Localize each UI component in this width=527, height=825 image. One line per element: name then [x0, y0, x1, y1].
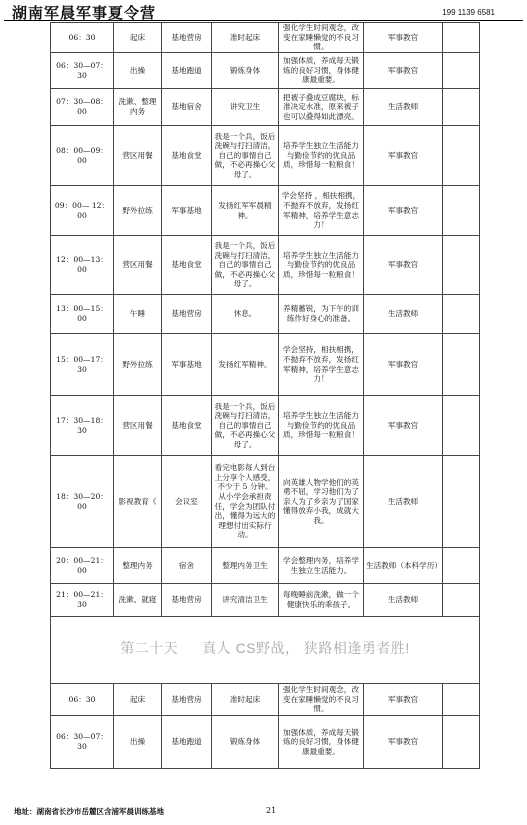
- content-cell: 发扬红军精神。: [212, 334, 279, 396]
- goal-cell: 学会整理内务，培养学生独立生活能力。: [279, 548, 364, 584]
- blank-cell: [443, 295, 480, 334]
- blank-cell: [443, 456, 480, 548]
- activity-cell: 营区用餐: [114, 396, 162, 456]
- schedule-row: [51, 126, 480, 186]
- place-cell: 基地营房: [162, 295, 212, 334]
- activity-cell: 影视教育《: [114, 456, 162, 548]
- instructor-cell: 军事教官: [364, 396, 443, 456]
- instructor-cell: 军事教官: [364, 334, 443, 396]
- activity-cell: 出操: [114, 53, 162, 89]
- blank-cell: [443, 396, 480, 456]
- day-heading: [51, 617, 480, 684]
- instructor-cell: 军事教官: [364, 126, 443, 186]
- content-cell: 锻炼身体: [212, 716, 279, 769]
- schedule-row: [51, 456, 480, 548]
- schedule-row: [51, 23, 480, 53]
- activity-cell: 野外拉练: [114, 186, 162, 236]
- camp-title: 湖南军晨军事夏令营: [12, 4, 157, 22]
- goal-cell: 强化学生时间观念，改变在家睡懒觉的不良习惯。: [279, 23, 364, 53]
- schedule-row: [51, 548, 480, 584]
- blank-cell: [443, 548, 480, 584]
- day-heading-row: [51, 617, 480, 684]
- place-cell: 军事基地: [162, 334, 212, 396]
- content-cell: 休息。: [212, 295, 279, 334]
- time-cell: 17：30—18：30: [51, 396, 114, 456]
- place-cell: 军事基地: [162, 186, 212, 236]
- goal-cell: 加强体质，养成每天锻炼的良好习惯，身体健康最重要。: [279, 53, 364, 89]
- place-cell: 宿舍: [162, 548, 212, 584]
- content-cell: 整理内务卫生: [212, 548, 279, 584]
- place-cell: 会议室: [162, 456, 212, 548]
- blank-cell: [443, 126, 480, 186]
- schedule-row: [51, 295, 480, 334]
- content-cell: 准时起床: [212, 684, 279, 716]
- content-cell: 我是一个兵，饭后洗碗与打扫清洁， 自己的事情自己做，不必再操心父母了。: [212, 126, 279, 186]
- schedule-row: [51, 236, 480, 295]
- goal-cell: 强化学生时间观念，改变在家睡懒觉的不良习惯。: [279, 684, 364, 716]
- place-cell: 基地跑道: [162, 53, 212, 89]
- header-divider: [4, 20, 523, 21]
- blank-cell: [443, 716, 480, 769]
- phone-number: 199 1139 6581: [442, 8, 495, 17]
- goal-cell: 把被子叠成豆腐块，标准决定水准，原来被子也可以叠得如此漂亮。: [279, 89, 364, 126]
- goal-cell: 养精蓄锐，为下午的训练作好身心的准备。: [279, 295, 364, 334]
- goal-cell: 培养学生独立生活能力与勤俭节约的优良品质，珍惜每一粒粮食！: [279, 126, 364, 186]
- goal-cell: 每晚睡前洗漱，做一个健康快乐的乖孩子。: [279, 584, 364, 617]
- activity-cell: 洗漱、就寝: [114, 584, 162, 617]
- instructor-cell: 生活教师: [364, 295, 443, 334]
- instructor-cell: 军事教官: [364, 716, 443, 769]
- blank-cell: [443, 186, 480, 236]
- activity-cell: 起床: [114, 684, 162, 716]
- blank-cell: [443, 684, 480, 716]
- time-cell: 13：00—15：00: [51, 295, 114, 334]
- content-cell: 我是一个兵，饭后洗碗与打扫清洁， 自己的事情自己做，不必再操心父母了。: [212, 236, 279, 295]
- content-cell: 讲究清洁卫生: [212, 584, 279, 617]
- content-cell: 我是一个兵，饭后洗碗与打扫清洁， 自己的事情自己做，不必再操心父母了。: [212, 396, 279, 456]
- blank-cell: [443, 584, 480, 617]
- place-cell: 基地宿舍: [162, 89, 212, 126]
- day-theme-cs: CS: [235, 640, 257, 657]
- time-cell: 07：30—08：00: [51, 89, 114, 126]
- schedule-row: [51, 89, 480, 126]
- instructor-cell: 军事教官: [364, 23, 443, 53]
- place-cell: 基地营房: [162, 684, 212, 716]
- instructor-cell: 军事教官: [364, 236, 443, 295]
- activity-cell: 营区用餐: [114, 236, 162, 295]
- schedule-row: [51, 334, 480, 396]
- activity-cell: 出操: [114, 716, 162, 769]
- instructor-cell: 军事教官: [364, 186, 443, 236]
- schedule-row: [51, 716, 480, 769]
- place-cell: 基地跑道: [162, 716, 212, 769]
- place-cell: 基地食堂: [162, 396, 212, 456]
- content-cell: 准时起床: [212, 23, 279, 53]
- schedule-row: [51, 584, 480, 617]
- time-cell: 18：30—20：00: [51, 456, 114, 548]
- blank-cell: [443, 236, 480, 295]
- page-header: [4, 2, 523, 20]
- instructor-cell: 生活教师（本科学历）: [364, 548, 443, 584]
- blank-cell: [443, 23, 480, 53]
- time-cell: 06：30—07：30: [51, 53, 114, 89]
- time-cell: 21：00—21：30: [51, 584, 114, 617]
- time-cell: 12：00—13：00: [51, 236, 114, 295]
- day-theme-part1: 真人: [202, 640, 236, 657]
- instructor-cell: 生活教师: [364, 456, 443, 548]
- activity-cell: 整理内务: [114, 548, 162, 584]
- goal-cell: 培养学生独立生活能力与勤俭节约的优良品质，珍惜每一粒粮食！: [279, 236, 364, 295]
- schedule-row: [51, 396, 480, 456]
- goal-cell: 培养学生独立生活能力与勤俭节约的优良品质，珍惜每一粒粮食！: [279, 396, 364, 456]
- instructor-cell: 军事教官: [364, 53, 443, 89]
- footer-address: 地址：湖南省长沙市岳麓区含浦军晨训练基地: [14, 807, 164, 816]
- instructor-cell: 军事教官: [364, 684, 443, 716]
- day-theme-part2: 野战， 狭路相逢勇者胜!: [256, 640, 410, 657]
- goal-cell: 学会坚持 ，相扶相携，不抛弃不放弃，发扬红军精神，培养学生意志力！: [279, 186, 364, 236]
- goal-cell: 学会坚持，相扶相携，不抛弃不放弃，发扬红军精神，培养学生意志力！: [279, 334, 364, 396]
- time-cell: 06：30: [51, 23, 114, 53]
- activity-cell: 洗漱、整理内务: [114, 89, 162, 126]
- day-number: 第二十天: [120, 640, 179, 657]
- schedule-row: [51, 684, 480, 716]
- place-cell: 基地营房: [162, 584, 212, 617]
- schedule-row: [51, 53, 480, 89]
- content-cell: 锻炼身体: [212, 53, 279, 89]
- activity-cell: 野外拉练: [114, 334, 162, 396]
- place-cell: 基地食堂: [162, 236, 212, 295]
- time-cell: 06：30: [51, 684, 114, 716]
- content-cell: 发扬红军军晨精神。: [212, 186, 279, 236]
- activity-cell: 午睡: [114, 295, 162, 334]
- time-cell: 15：00—17：30: [51, 334, 114, 396]
- place-cell: 基地食堂: [162, 126, 212, 186]
- goal-cell: 加强体质，养成每天锻炼的良好习惯，身体健康最重要。: [279, 716, 364, 769]
- goal-cell: 向英雄人物学他们的英勇不屈，学习他们为了亲人为了乡亲为了国家懂得放弃小我，成就大我。: [279, 456, 364, 548]
- schedule-row: [51, 186, 480, 236]
- page-number: 21: [266, 806, 277, 815]
- content-cell: 看完电影每人到台上分享个人感受，不少于 5 分钟。从小学会承担责任，学会为团队付出，懂得为远大的理想付出实际行动。: [212, 456, 279, 548]
- instructor-cell: 生活教师: [364, 584, 443, 617]
- blank-cell: [443, 89, 480, 126]
- time-cell: 06：30—07：30: [51, 716, 114, 769]
- activity-cell: 起床: [114, 23, 162, 53]
- time-cell: 20：00—21：00: [51, 548, 114, 584]
- place-cell: 基地营房: [162, 23, 212, 53]
- content-cell: 讲究卫生: [212, 89, 279, 126]
- activity-cell: 营区用餐: [114, 126, 162, 186]
- blank-cell: [443, 334, 480, 396]
- instructor-cell: 生活教师: [364, 89, 443, 126]
- time-cell: 09：00— 12：00: [51, 186, 114, 236]
- schedule-table: [50, 22, 480, 769]
- time-cell: 08：00—09：00: [51, 126, 114, 186]
- blank-cell: [443, 53, 480, 89]
